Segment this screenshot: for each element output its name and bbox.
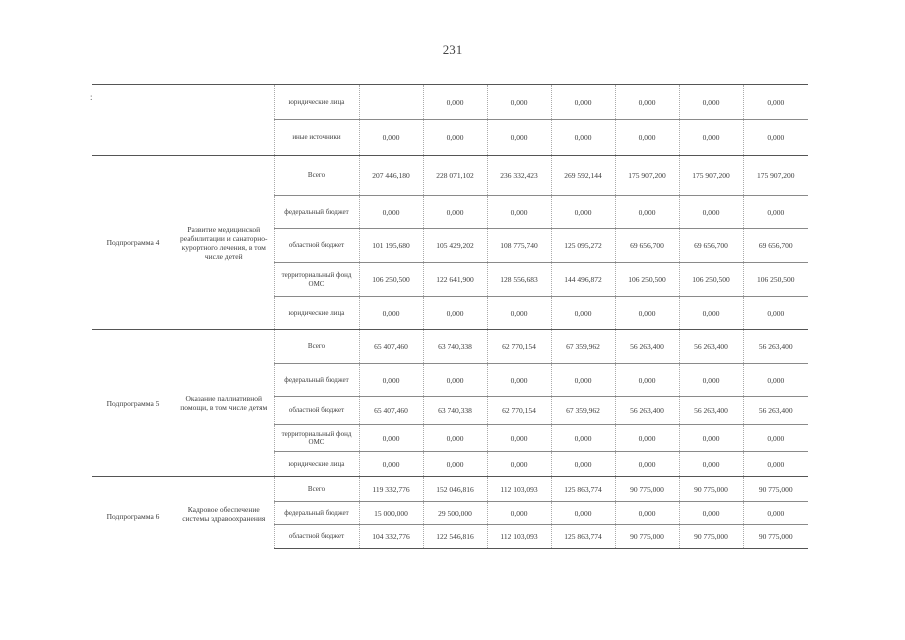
table-cell-value: 0,000 (743, 85, 808, 120)
table-cell-value: 0,000 (743, 297, 808, 330)
table-cell-value: 0,000 (743, 502, 808, 525)
table-cell-value: 0,000 (551, 85, 615, 120)
table-cell-value: 67 359,962 (551, 330, 615, 364)
table-cell-source: территориальный фонд ОМС (274, 425, 359, 452)
table-cell-value: 56 263,400 (679, 397, 743, 425)
table-cell-value: 90 775,000 (743, 477, 808, 502)
table-row (92, 330, 808, 364)
table-cell-source: юридические лица (274, 85, 359, 120)
table-cell-value: 63 740,338 (423, 330, 487, 364)
table-body (92, 85, 808, 549)
table-cell-value: 0,000 (359, 425, 423, 452)
table-cell-value: 122 546,816 (423, 525, 487, 549)
table-cell-value: 0,000 (743, 120, 808, 156)
table-cell-value: 56 263,400 (615, 397, 679, 425)
table-cell-source: федеральный бюджет (274, 364, 359, 397)
table-cell-value: 0,000 (679, 120, 743, 156)
table-cell-value: 0,000 (679, 425, 743, 452)
table-cell-source: областной бюджет (274, 525, 359, 549)
table-cell-value: 0,000 (679, 297, 743, 330)
table-cell-value: 0,000 (551, 502, 615, 525)
table-cell-value: 0,000 (551, 364, 615, 397)
table-cell-value: 0,000 (423, 364, 487, 397)
table-cell-source: федеральный бюджет (274, 502, 359, 525)
table-row (92, 85, 808, 120)
table-cell-value: 106 250,500 (679, 263, 743, 297)
table-cell-value: 65 407,460 (359, 397, 423, 425)
table-cell-value: 0,000 (743, 425, 808, 452)
table-cell-value: 56 263,400 (743, 330, 808, 364)
table-cell-value: 0,000 (551, 297, 615, 330)
table-cell-value: 0,000 (679, 452, 743, 477)
table-cell-value: 112 103,093 (487, 525, 551, 549)
table-cell-value: 0,000 (487, 120, 551, 156)
table-cell-value: 0,000 (615, 452, 679, 477)
table-cell-value: 0,000 (423, 120, 487, 156)
table-cell-source: территориальный фонд ОМС (274, 263, 359, 297)
subprogram-label: Подпрограмма 5 (92, 330, 174, 477)
table-cell-value: 0,000 (423, 196, 487, 229)
table-cell-value: 90 775,000 (615, 477, 679, 502)
table-cell-value: 269 592,144 (551, 156, 615, 196)
table-cell-value: 106 250,500 (615, 263, 679, 297)
table-row (92, 477, 808, 502)
subprogram-label: Подпрограмма 6 (92, 477, 174, 549)
table-cell-value: 106 250,500 (359, 263, 423, 297)
table-cell-empty (174, 85, 274, 156)
table-cell-value: 236 332,423 (487, 156, 551, 196)
table-cell-value: 125 863,774 (551, 477, 615, 502)
table-cell-value: 90 775,000 (615, 525, 679, 549)
table-cell-value: 56 263,400 (615, 330, 679, 364)
table-cell-source: областной бюджет (274, 397, 359, 425)
table-cell-value: 90 775,000 (679, 477, 743, 502)
table-cell-value: 175 907,200 (743, 156, 808, 196)
table-cell-source: юридические лица (274, 452, 359, 477)
table-cell-value: 0,000 (679, 364, 743, 397)
table-cell-value: 69 656,700 (743, 229, 808, 263)
table-cell-value: 0,000 (487, 85, 551, 120)
table-cell-value: 0,000 (423, 297, 487, 330)
table-cell-value: 0,000 (487, 364, 551, 397)
table-cell-value: 175 907,200 (679, 156, 743, 196)
table-cell-value: 152 046,816 (423, 477, 487, 502)
table-cell-value: 0,000 (743, 196, 808, 229)
table-cell-value: 0,000 (615, 120, 679, 156)
table-cell-value: 0,000 (743, 364, 808, 397)
table-cell-value: 0,000 (551, 120, 615, 156)
table-cell-value: 69 656,700 (679, 229, 743, 263)
budget-table (92, 84, 808, 549)
table-cell-source: Всего (274, 156, 359, 196)
table-cell-value: 15 000,000 (359, 502, 423, 525)
table-cell-value: 0,000 (615, 502, 679, 525)
table-cell-value: 90 775,000 (743, 525, 808, 549)
table-cell-value: 108 775,740 (487, 229, 551, 263)
table-cell-value: 63 740,338 (423, 397, 487, 425)
table-cell-value: 90 775,000 (679, 525, 743, 549)
table-cell-value: 62 770,154 (487, 397, 551, 425)
table-cell-value: 0,000 (359, 452, 423, 477)
table-cell-value: 122 641,900 (423, 263, 487, 297)
subprogram-label: Подпрограмма 4 (92, 156, 174, 330)
table-cell-value: 67 359,962 (551, 397, 615, 425)
table-cell-value: 0,000 (423, 85, 487, 120)
table-cell-value (359, 85, 423, 120)
table-cell-value: 0,000 (615, 85, 679, 120)
table-cell-value: 0,000 (615, 196, 679, 229)
table-cell-value: 0,000 (615, 297, 679, 330)
table-cell-value: 101 195,680 (359, 229, 423, 263)
table-cell-value: 62 770,154 (487, 330, 551, 364)
table-cell-value: 0,000 (423, 425, 487, 452)
table-cell-value: 65 407,460 (359, 330, 423, 364)
table-cell-value: 106 250,500 (743, 263, 808, 297)
table-cell-source: федеральный бюджет (274, 196, 359, 229)
table-cell-value: 0,000 (487, 196, 551, 229)
table-cell-source: иные источники (274, 120, 359, 156)
table-cell-value: 29 500,000 (423, 502, 487, 525)
table-cell-value: 228 071,102 (423, 156, 487, 196)
table-cell-value: 0,000 (359, 364, 423, 397)
table-cell-empty (92, 85, 174, 156)
table-cell-value: 0,000 (615, 364, 679, 397)
table-cell-value: 112 103,093 (487, 477, 551, 502)
table-cell-value: 0,000 (359, 196, 423, 229)
table-cell-value: 0,000 (359, 297, 423, 330)
table-cell-value: 0,000 (679, 196, 743, 229)
table-cell-source: Всего (274, 477, 359, 502)
table-cell-value: 0,000 (487, 425, 551, 452)
table-cell-value: 0,000 (487, 452, 551, 477)
subprogram-name: Кадровое обеспечение системы здравоохранения (174, 477, 274, 549)
table-cell-value: 104 332,776 (359, 525, 423, 549)
table-cell-value: 0,000 (487, 297, 551, 330)
subprogram-name: Развитие медицинской реабилитации и санаторно-курортного лечения, в том числе детей (174, 156, 274, 330)
table-cell-value: 144 496,872 (551, 263, 615, 297)
table-cell-value: 125 863,774 (551, 525, 615, 549)
table-cell-source: юридические лица (274, 297, 359, 330)
table-cell-value: 175 907,200 (615, 156, 679, 196)
table-cell-value: 0,000 (423, 452, 487, 477)
table-cell-value: 119 332,776 (359, 477, 423, 502)
table-cell-value: 0,000 (679, 502, 743, 525)
subprogram-name: Оказание паллиативной помощи, в том числе детям (174, 330, 274, 477)
table-cell-value: 207 446,180 (359, 156, 423, 196)
table-cell-source: областной бюджет (274, 229, 359, 263)
table-cell-value: 0,000 (551, 196, 615, 229)
table-cell-value: 0,000 (487, 502, 551, 525)
table-cell-value: 105 429,202 (423, 229, 487, 263)
table-cell-value: 0,000 (551, 425, 615, 452)
table-cell-value: 56 263,400 (679, 330, 743, 364)
table-cell-value: 0,000 (679, 85, 743, 120)
table-cell-source: Всего (274, 330, 359, 364)
table-cell-value: 69 656,700 (615, 229, 679, 263)
margin-mark: : (90, 92, 93, 102)
page-number: 231 (442, 42, 463, 57)
table-cell-value: 0,000 (359, 120, 423, 156)
table-cell-value: 0,000 (615, 425, 679, 452)
table-cell-value: 125 095,272 (551, 229, 615, 263)
table-cell-value: 0,000 (743, 452, 808, 477)
table-cell-value: 0,000 (551, 452, 615, 477)
table-cell-value: 128 556,683 (487, 263, 551, 297)
table-row (92, 156, 808, 196)
table-cell-value: 56 263,400 (743, 397, 808, 425)
